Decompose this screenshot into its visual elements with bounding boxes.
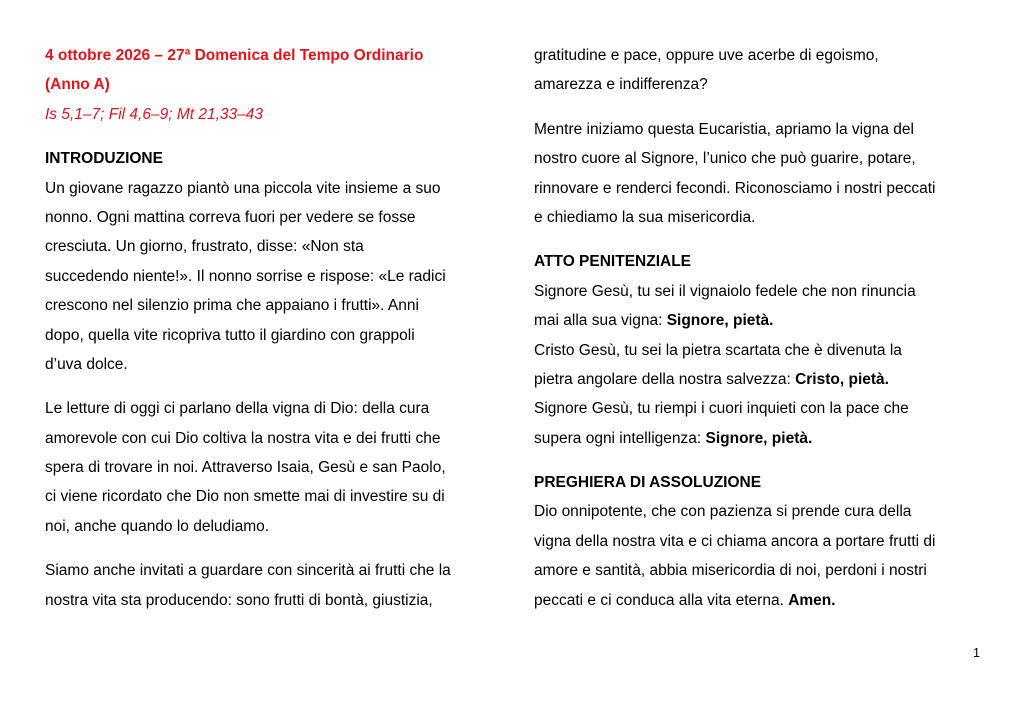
prayer-line: amore e santità, abbia misericordia di noi, perdoni i nostri [534,562,927,580]
introduzione-paragraph-1 [45,174,495,380]
introduzione-paragraph-2 [45,394,495,541]
amen-response: Amen. [788,591,836,609]
right-column [534,41,984,615]
assoluzione-prayer [534,497,984,615]
assoluzione-heading: PREGHIERA DI ASSOLUZIONE [534,474,762,492]
paragraph-line: spera di trovare in noi. Attraverso Isaia, Gesù e san Paolo, [45,459,446,477]
response-3: Signore, pietà. [705,429,813,447]
paragraph-line: nonno. Ogni mattina correva fuori per vedere se fosse [45,208,416,226]
introduzione-heading: INTRODUZIONE [45,150,163,168]
spacer [534,232,984,247]
paragraph-line: nostra vita sta producendo: sono frutti di bontà, giustizia, [45,591,433,609]
paragraph-line: gratitudine e pace, oppure uve acerbe di egoismo, [534,47,879,64]
invocation-line [534,306,984,335]
title-line-2: (Anno A) [45,76,110,94]
introduzione-paragraph-3-end [534,41,984,100]
invocation-line [534,424,984,453]
paragraph-line: Un giovane ragazzo piantò una piccola vite insieme a suo [45,179,441,197]
spacer [45,129,495,144]
invocation-text: supera ogni intelligenza: [534,429,706,447]
response-1: Signore, pietà. [666,312,774,330]
paragraph-line: nostro cuore al Signore, l’unico che può guarire, potare, [534,150,916,168]
prayer-text: peccati e ci conduca alla vita eterna. [534,591,789,609]
atto-penitenziale-heading: ATTO PENITENZIALE [534,253,692,271]
paragraph-line: noi, anche quando lo deludiamo. [45,517,270,535]
invocation-line [534,365,984,394]
prayer-line: vigna della nostra vita e ci chiama ancora a portare frutti di [534,532,936,550]
paragraph-line: cresciuta. Un giorno, frustrato, disse: «Non sta [45,238,364,256]
invocation-line: Signore Gesù, tu riempi i cuori inquieti con la pace che [534,400,909,418]
invocation-line: Cristo Gesù, tu sei la pietra scartata che è divenuta la [534,341,902,359]
introduzione-paragraph-4 [534,115,984,233]
paragraph-line: Siamo anche invitati a guardare con sincerità ai frutti che la [45,562,451,580]
paragraph-line: amorevole con cui Dio coltiva la nostra vita e dei frutti che [45,429,441,447]
title-line-1: 4 ottobre 2026 – 27ª Domenica del Tempo Ordinario [45,47,424,64]
spacer [534,100,984,115]
paragraph-line: Mentre iniziamo questa Eucaristia, apriamo la vigna del [534,120,914,138]
spacer [45,541,495,556]
readings-reference: Is 5,1–7; Fil 4,6–9; Mt 21,33–43 [45,105,263,123]
paragraph-line: rinnovare e renderci fecondi. Riconosciamo i nostri peccati [534,179,936,197]
prayer-line: Dio onnipotente, che con pazienza si prende cura della [534,503,912,521]
introduzione-paragraph-3-start [45,556,495,615]
invocation-text: pietra angolare della nostra salvezza: [534,370,796,388]
paragraph-line: crescono nel silenzio prima che appaiano i frutti». Anni [45,297,419,315]
atto-penitenziale-invocations [534,277,984,453]
prayer-line [534,586,984,615]
spacer [534,453,984,468]
left-column [45,41,495,615]
paragraph-line: amarezza e indifferenza? [534,76,708,94]
page-number: 1 [973,646,980,660]
spacer [45,379,495,394]
paragraph-line: d’uva dolce. [45,355,128,373]
paragraph-line: e chiediamo la sua misericordia. [534,208,756,226]
invocation-text: mai alla sua vigna: [534,312,667,330]
paragraph-line: Le letture di oggi ci parlano della vigna di Dio: della cura [45,400,430,418]
paragraph-line: ci viene ricordato che Dio non smette mai di investire su di [45,488,445,506]
invocation-line: Signore Gesù, tu sei il vignaiolo fedele che non rinuncia [534,282,916,300]
paragraph-line: dopo, quella vite ricopriva tutto il giardino con grappoli [45,326,415,344]
paragraph-line: succedendo niente!». Il nonno sorrise e rispose: «Le radici [45,267,446,285]
response-2: Cristo, pietà. [795,370,889,388]
